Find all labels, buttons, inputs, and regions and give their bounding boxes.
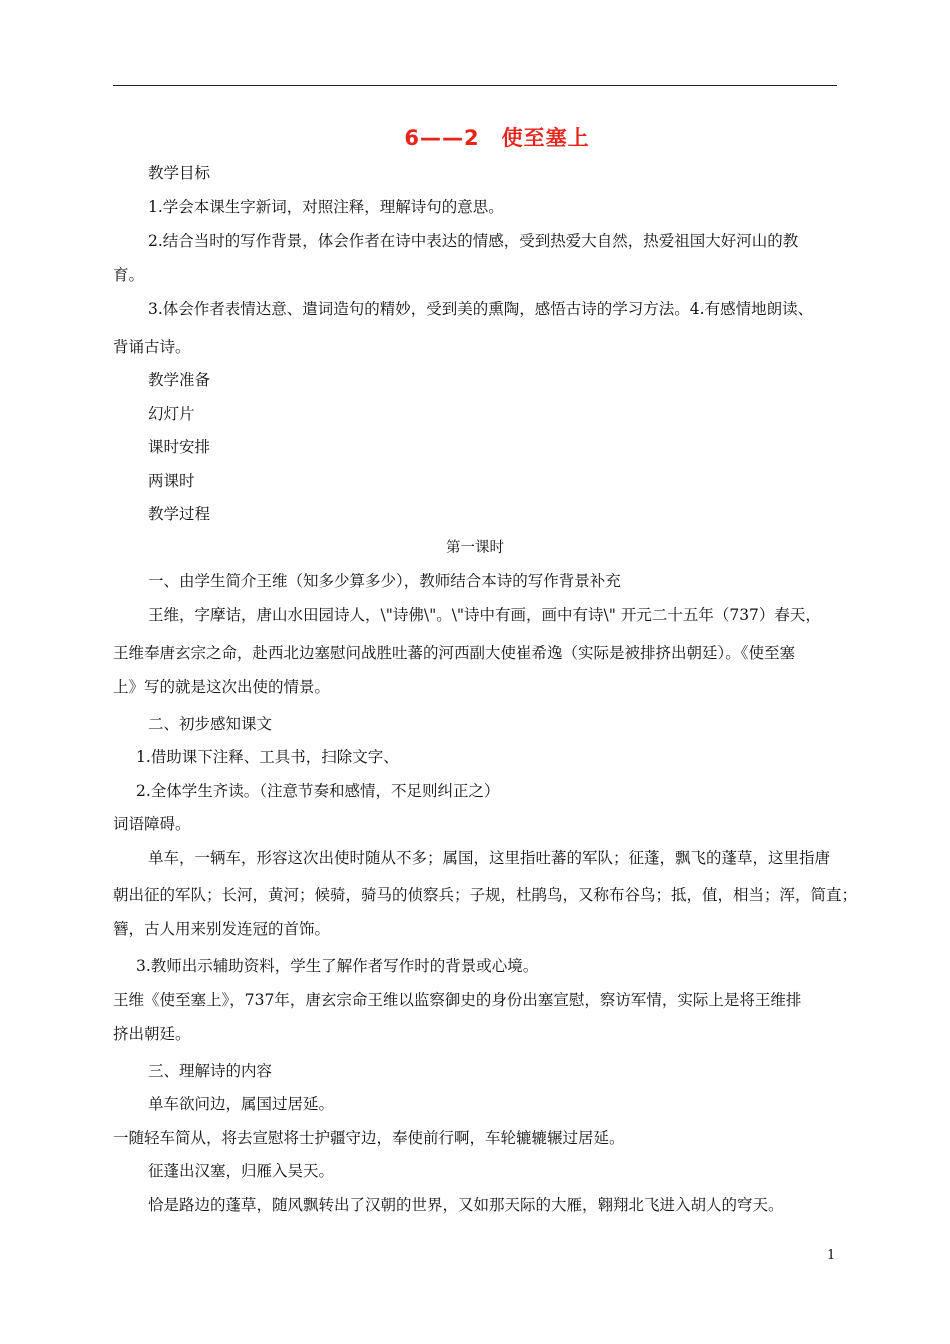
paragraph-line: 簪，古人用来别发连冠的首饰。 [113, 920, 331, 938]
paragraph-line: 王维奉唐玄宗之命，赴西北边塞慰问战胜吐蕃的河西副大使崔希逸（实际是被排挤出朝廷）。《使至塞 [113, 644, 796, 662]
section-heading-schedule: 课时安排 [148, 438, 211, 456]
step-1: 1.借助课下注释、工具书，扫除文字、 [136, 748, 399, 766]
paragraph-line: 朝出征的军队；长河，黄河；候骑，骑马的侦察兵；子规，杜鹃鸟，又称布谷鸟；抵，值，相当；浑，简直； [113, 886, 858, 904]
document-title: 6——2 使至塞上 [404, 126, 590, 150]
header-rule [113, 85, 837, 86]
part-1-heading: 一、由学生简介王维（知多少算多少），教师结合本诗的写作背景补充 [148, 572, 621, 590]
part-2-heading: 二、初步感知课文 [148, 715, 273, 733]
paragraph-line: 挤出朝廷。 [113, 1025, 191, 1043]
section-heading-preparation: 教学准备 [148, 371, 211, 389]
section-heading-objectives: 教学目标 [148, 164, 211, 182]
paragraph-line: 王维，字摩诘，唐山水田园诗人，\"诗佛\"。\"诗中有画，画中有诗\" 开元二十五年（737）春天， [148, 606, 821, 624]
paragraph-line: 恰是路边的蓬草，随风飘转出了汉朝的世界，又如那天际的大雁，翱翔北飞进入胡人的穹天。 [148, 1196, 784, 1214]
page-number: 1 [827, 1248, 836, 1263]
objective-1: 1.学会本课生字新词，对照注释，理解诗句的意思。 [148, 198, 504, 216]
step-3: 3.教师出示辅助资料，学生了解作者写作时的背景或心境。 [136, 957, 539, 975]
step-2: 2.全体学生齐读。（注意节奏和感情，不足则纠正之） [136, 782, 500, 800]
schedule-text: 两课时 [148, 472, 195, 490]
paragraph-line: 词语障碍。 [113, 815, 191, 833]
paragraph-line: 上》写的就是这次出使的情景。 [113, 678, 331, 696]
poem-line-1: 单车欲问边，属国过居延。 [148, 1095, 335, 1113]
paragraph-line: 一随轻车简从，将去宣慰将士护疆守边，奉使前行啊，车轮辘辘辗过居延。 [113, 1129, 625, 1147]
objective-4-cont: 背诵古诗。 [113, 338, 191, 356]
preparation-text: 幻灯片 [148, 405, 195, 423]
objective-2: 2.结合当时的写作背景，体会作者在诗中表达的情感，受到热爱大自然，热爱祖国大好河山的教 [148, 232, 799, 250]
part-3-heading: 三、理解诗的内容 [148, 1062, 273, 1080]
paragraph-line: 单车，一辆车，形容这次出使时随从不多；属国，这里指吐蕃的军队；征蓬，飘飞的蓬草，这里指唐 [148, 849, 831, 867]
poem-line-2: 征蓬出汉塞，归雁入吴天。 [148, 1162, 335, 1180]
objective-2-cont: 育。 [113, 266, 145, 284]
paragraph-line: 王维《使至塞上》，737年，唐玄宗命王维以监察御史的身份出塞宣慰，察访军情，实际上是将王维排 [113, 991, 802, 1009]
section-heading-process: 教学过程 [148, 505, 211, 523]
objective-3-4: 3.体会作者表情达意、遣词造句的精妙，受到美的熏陶，感悟古诗的学习方法。4.有感情地朗读、 [148, 300, 814, 318]
lesson-heading: 第一课时 [446, 540, 504, 556]
